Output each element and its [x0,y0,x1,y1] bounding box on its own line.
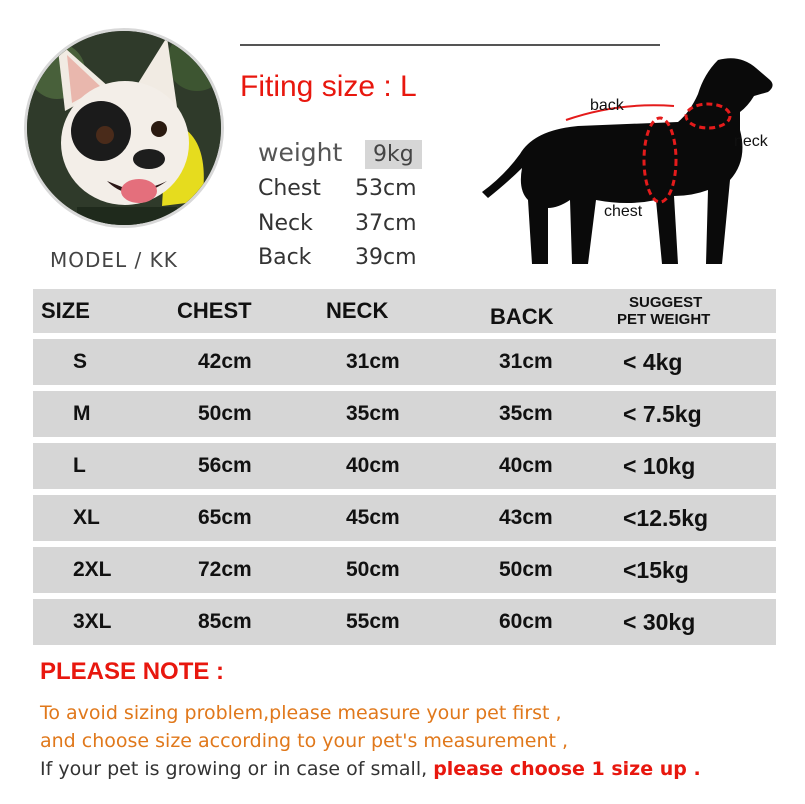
cell-back: 50cm [499,558,553,581]
cell-chest: 85cm [198,610,252,633]
back-label: back [590,97,624,114]
cell-back: 43cm [499,506,553,529]
cell-size: XL [73,506,100,529]
spec-back-label: Back [258,245,312,270]
cell-size: 2XL [73,558,112,581]
table-row [33,443,776,489]
cell-chest: 50cm [198,402,252,425]
table-header [33,289,776,333]
cell-chest: 65cm [198,506,252,529]
french-bulldog-illustration [27,31,221,225]
cell-size: M [73,402,91,425]
cell-back: 40cm [499,454,553,477]
dog-measurement-diagram [478,50,778,275]
chest-label: chest [604,203,643,220]
cell-back: 60cm [499,610,553,633]
spec-weight-label: weight [258,138,343,167]
note-title: PLEASE NOTE : [40,658,225,685]
cell-weight: < 10kg [623,452,696,479]
cell-size: S [73,350,88,373]
note-line-2: and choose size according to your pet's measurement , [40,730,569,752]
fitting-size-title: Fiting size : L [240,70,417,103]
header-chest: CHEST [177,298,252,323]
header-neck: NECK [326,298,389,323]
cell-neck: 35cm [346,402,400,425]
note-line-1: To avoid sizing problem,please measure your pet first , [40,702,562,724]
spec-back [258,245,417,270]
note-line-3 [40,758,701,780]
cell-chest: 56cm [198,454,252,477]
header-suggest-weight [617,289,710,333]
spec-chest-label: Chest [258,176,321,201]
spec-chest [258,176,417,201]
cell-back: 35cm [499,402,553,425]
header-size: SIZE [41,298,90,323]
table-row [33,391,776,437]
cell-neck: 50cm [346,558,400,581]
spec-weight [258,138,422,167]
cell-neck: 31cm [346,350,400,373]
spec-weight-value: 9kg [365,140,422,169]
cell-weight: <12.5kg [623,504,709,531]
cell-neck: 55cm [346,610,400,633]
cell-weight: <15kg [623,556,689,583]
top-divider [240,44,660,46]
table-row [33,599,776,645]
cell-size: 3XL [73,610,112,633]
table-row [33,495,776,541]
spec-neck [258,211,417,236]
cell-weight: < 4kg [623,348,683,375]
cell-size: L [73,454,86,477]
header-suggest-line2: PET WEIGHT [617,311,711,328]
cell-neck: 40cm [346,454,400,477]
spec-back-value: 39cm [355,245,417,270]
neck-label: neck [734,133,768,150]
cell-chest: 72cm [198,558,252,581]
header-suggest-line1: SUGGEST [629,294,703,311]
table-row [33,547,776,593]
spec-chest-value: 53cm [355,176,417,201]
spec-neck-label: Neck [258,211,313,236]
note-line-3-start: If your pet is growing or in case of small, [40,758,434,780]
dog-silhouette [482,58,773,264]
model-label: MODEL / KK [50,248,178,272]
cell-weight: < 7.5kg [623,400,702,427]
cell-neck: 45cm [346,506,400,529]
cell-chest: 42cm [198,350,252,373]
cell-back: 31cm [499,350,553,373]
cell-weight: < 30kg [623,608,696,635]
spec-neck-value: 37cm [355,211,417,236]
model-dog-photo [24,28,224,228]
header-back: BACK [490,304,554,329]
table-row [33,339,776,385]
note-line-3-emphasis: please choose 1 size up . [433,758,701,780]
